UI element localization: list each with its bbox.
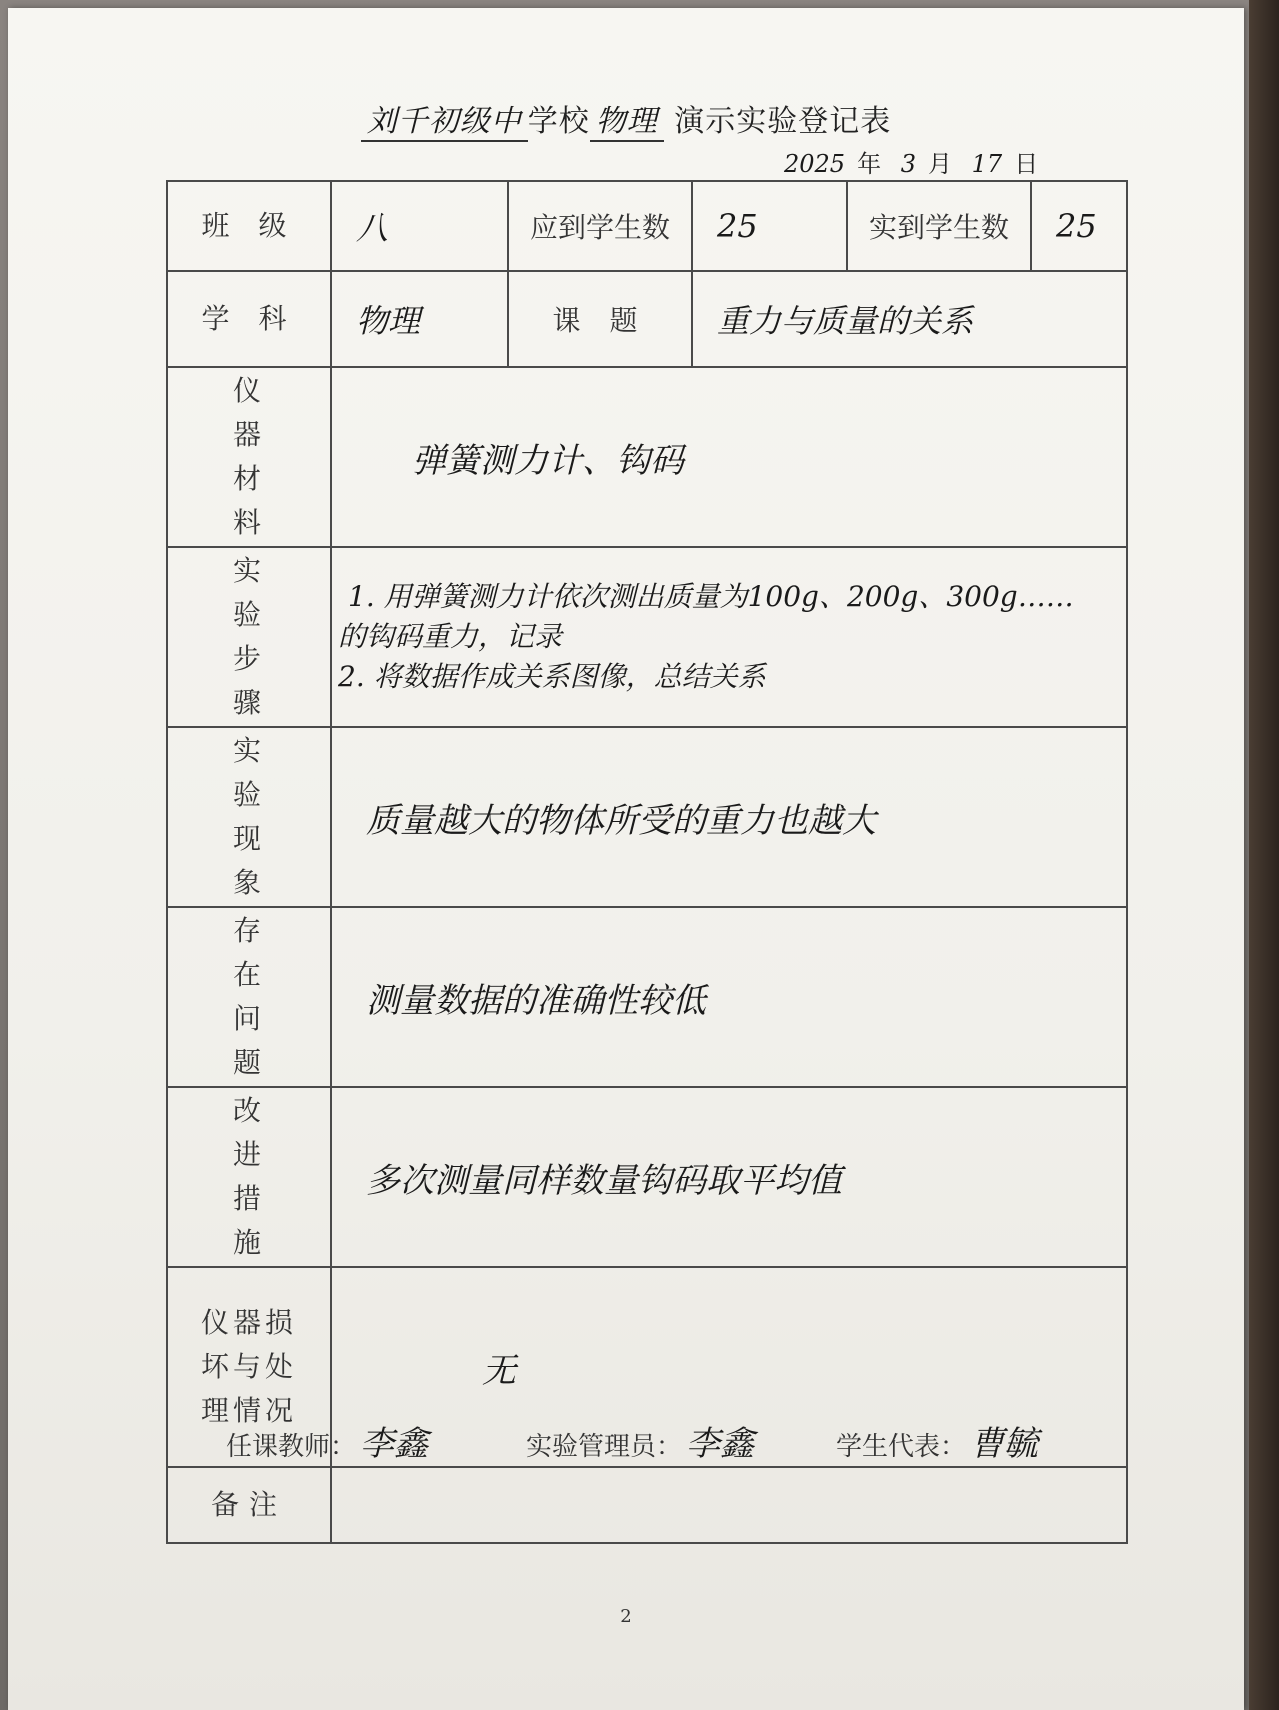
teacher-signature <box>226 1416 526 1465</box>
damage-value: 无 <box>331 1267 1127 1467</box>
paper-sheet <box>8 8 1244 1710</box>
admin-signature <box>526 1416 836 1465</box>
admin-label: 实验管理员： <box>526 1432 683 1462</box>
school-label: 学校 <box>527 104 590 139</box>
equipment-label <box>167 367 331 547</box>
improve-label <box>167 1087 331 1267</box>
signature-line <box>226 1416 1126 1465</box>
steps-label-text: 实验步骤 <box>232 554 265 719</box>
date-day: 17 <box>971 150 1003 178</box>
topic-value: 重力与质量的关系 <box>692 271 1127 367</box>
subject-fill: 物理 <box>590 96 664 142</box>
table-row <box>167 1467 1127 1543</box>
date-year-label: 年 <box>857 150 882 178</box>
phenomenon-label-text: 实验现象 <box>232 734 265 899</box>
title-text: 演示实验登记表 <box>674 104 892 139</box>
background-edge <box>1249 0 1279 1710</box>
improve-label-text: 改进措施 <box>232 1094 265 1259</box>
equipment-value: 弹簧测力计、钩码 <box>331 367 1127 547</box>
student-name: 曹毓 <box>970 1424 1039 1464</box>
problem-label <box>167 907 331 1087</box>
page-number: 2 <box>620 1606 632 1627</box>
table-row <box>167 907 1127 1087</box>
student-label: 学生代表： <box>836 1432 967 1462</box>
problem-value: 测量数据的准确性较低 <box>331 907 1127 1087</box>
date-year: 2025 <box>784 150 846 178</box>
date-month-label: 月 <box>928 150 952 178</box>
student-signature <box>836 1416 1038 1465</box>
teacher-label: 任课教师： <box>226 1432 357 1462</box>
subject-label: 学 科 <box>167 271 331 367</box>
steps-line: 的钩码重力，记录 <box>338 620 563 653</box>
phenomenon-label <box>167 727 331 907</box>
registration-table <box>166 180 1128 1544</box>
table-row <box>167 271 1127 367</box>
table-row <box>167 547 1127 727</box>
date-month: 3 <box>900 150 916 178</box>
improve-value: 多次测量同样数量钩码取平均值 <box>331 1087 1127 1267</box>
remarks-label: 备注 <box>167 1467 331 1543</box>
form-title <box>8 96 1244 142</box>
actual-value: 25 <box>1031 181 1127 271</box>
school-name: 刘千初级中 <box>361 96 528 142</box>
table-row <box>167 1087 1127 1267</box>
table-row <box>167 727 1127 907</box>
expected-label: 应到学生数 <box>508 181 692 271</box>
steps-line: 1. 用弹簧测力计依次测出质量为100g、200g、300g…… <box>348 580 1074 613</box>
table-row <box>167 367 1127 547</box>
steps-line: 2. 将数据作成关系图像，总结关系 <box>338 660 766 693</box>
class-label: 班 级 <box>167 181 331 271</box>
teacher-name: 李鑫 <box>360 1424 429 1464</box>
topic-label: 课 题 <box>508 271 692 367</box>
actual-label: 实到学生数 <box>847 181 1031 271</box>
steps-label <box>167 547 331 727</box>
expected-value: 25 <box>692 181 847 271</box>
table-row <box>167 181 1127 271</box>
damage-label-text: 仪器损坏与处理情况 <box>201 1306 298 1427</box>
date-line <box>778 144 1044 179</box>
problem-label-text: 存在问题 <box>232 914 265 1079</box>
phenomenon-value: 质量越大的物体所受的重力也越大 <box>331 727 1127 907</box>
date-day-label: 日 <box>1014 150 1039 178</box>
equipment-label-text: 仪器材料 <box>232 374 265 539</box>
admin-name: 李鑫 <box>686 1424 755 1464</box>
steps-value <box>331 547 1127 727</box>
class-value: 八 <box>331 181 508 271</box>
subject-value: 物理 <box>331 271 508 367</box>
remarks-value <box>331 1467 1127 1543</box>
